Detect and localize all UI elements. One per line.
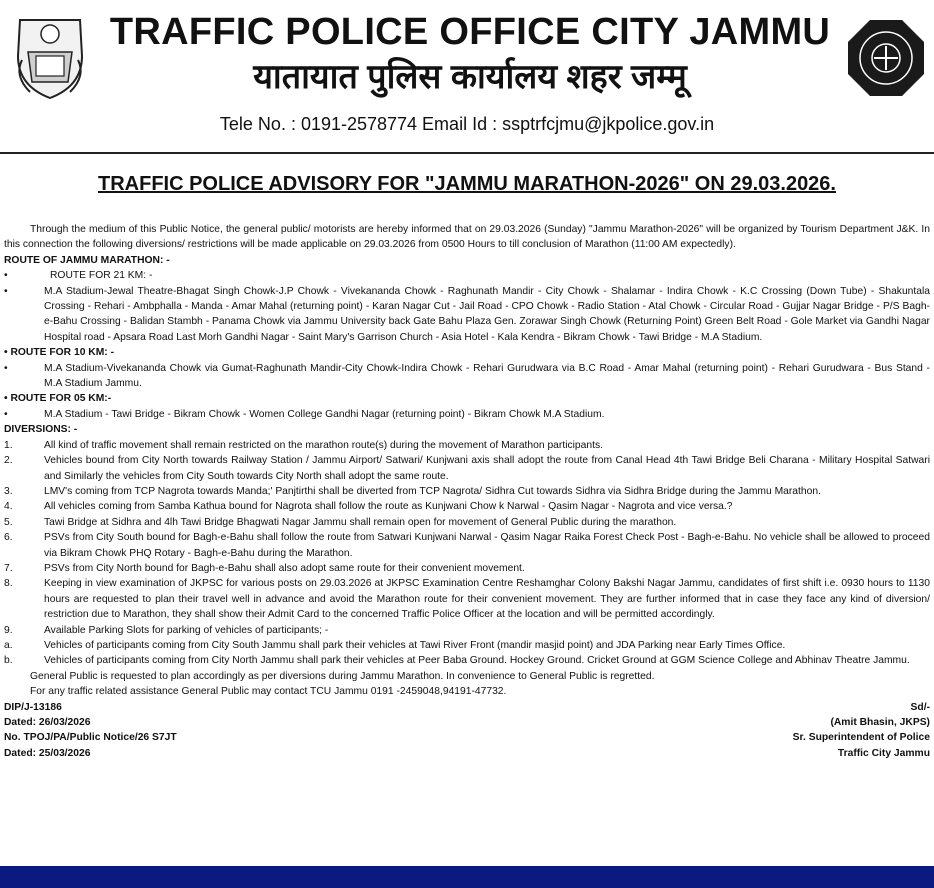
route-05-label: • ROUTE FOR 05 KM:-: [4, 393, 112, 405]
item-text: PSVs from City North bound for Bagh-e-Bahu shall also adopt same route for their convenient movement.: [44, 562, 525, 574]
item-text: Vehicles of participants coming from City South Jammu shall park their vehicles at Tawi River Front (mandir masjid point) and JDA Parking near Early Times Office.: [44, 639, 786, 651]
item-text: Keeping in view examination of JKPSC for various posts on 29.03.2026 at JKPSC Examination Centre Reshamghar Colony Bakshi Nagar Jammu, candidates of first shift i.e. 0930 hours to 1130 hours are requested to plan their travel well in advance and avoid the Marathon route for their convenient movement. They are further informed that in case they face any kind of diversion/ restriction due to Marathon, they shall show their Admit Card to the concerned Traffic Police Officer at the location and will be permitted accordingly.: [44, 578, 930, 621]
item-text: Tawi Bridge at Sidhra and 4lh Tawi Bridge Bhagwati Nagar Jammu shall remain open for movement of General Public during the marathon.: [44, 516, 677, 528]
intro-paragraph: Through the medium of this Public Notice, the general public/ motorists are hereby informed that on 29.03.2026 (Sunday) "Jammu Marathon-2026" will be organized by Tourism Department J&K. In this connection the following diversions/ restrictions will be made applicable on 29.03.2026 from 0500 Hours to till conclusion of Marathon (11:00 AM expectedly).: [4, 224, 930, 251]
diversion-item: [4, 530, 930, 561]
contact-line: Tele No. : 0191-2578774 Email Id : ssptrfcjmu@jkpolice.gov.in: [219, 114, 715, 134]
route-10-text: M.A Stadium-Vivekananda Chowk via Gumat-Raghunath Mandir-City Chowk-Indira Chowk - Rehari Gurudwara via B.C Road - Amar Mahal (returning point) - Rehari Gurudwara - Bus Stand - M.A Stadium Jammu.: [44, 362, 930, 390]
officer-office: Traffic City Jammu: [837, 747, 930, 759]
dip-number: DIP/J-13186: [4, 701, 62, 713]
advisory-heading: TRAFFIC POLICE ADVISORY FOR "JAMMU MARATHON-2026" ON 29.03.2026.: [98, 173, 836, 195]
signature-row: [4, 730, 930, 745]
parking-item: [4, 653, 930, 668]
item-text: PSVs from City South bound for Bagh-e-Bahu shall follow the route from Satwari Kunjwani Narwal - Qasim Nagar Raika Forest Check Post - Bagh-e-Bahu. No vehicle shall be allowed to proceed via Bikram Chowk PHQ Rotary - Bagh-e-Bahu during the Marathon.: [44, 532, 930, 559]
signed-mark: Sd/-: [910, 701, 930, 713]
item-number: 6.: [4, 532, 13, 544]
item-number: 3.: [4, 485, 13, 497]
reference-number: No. TPOJ/PA/Public Notice/26 S7JT: [4, 732, 177, 744]
diversion-item: [4, 515, 930, 530]
item-number: 9.: [4, 624, 13, 636]
item-text: Vehicles bound from City North towards Railway Station / Jammu Airport/ Satwari/ Kunjwani axis shall adopt the route from Canal Head 4th Tawi Bridge Beli Charana - Military Hospital Satwari and Similarly the vehicles from City South towards City North shall adopt the same route.: [44, 455, 930, 482]
signature-row: [4, 715, 930, 730]
signature-row: [4, 700, 930, 715]
item-number: 7.: [4, 562, 13, 574]
route-05-row: [4, 407, 930, 422]
signature-row: [4, 746, 930, 761]
diversion-item: [4, 561, 930, 576]
officer-name: (Amit Bhasin, JKPS): [830, 717, 930, 728]
item-text: LMV's coming from TCP Nagrota towards Manda;' Panjtirthi shall be diverted from TCP Nagrota/ Sidhra Cut towards Sidhra via Sidhra Bridge during the Jammu Marathon.: [44, 485, 821, 497]
route-21-row: [4, 284, 930, 346]
route-10-row: [4, 361, 930, 392]
item-number: 8.: [4, 578, 13, 590]
bullet: •: [4, 270, 8, 282]
diversion-item: [4, 499, 930, 514]
header-divider: [0, 152, 934, 154]
diversions-heading: DIVERSIONS: -: [4, 424, 78, 436]
advisory-body: [4, 222, 930, 761]
item-text: Available Parking Slots for parking of vehicles of participants; -: [44, 624, 329, 636]
diversion-item: [4, 623, 930, 638]
item-text: All vehicles coming from Samba Kathua bound for Nagrota shall follow the route as Kunjwani Chow k Narwal - Qasim Nagar - Nagrota and vice versa.?: [44, 501, 733, 513]
item-number: 4.: [4, 501, 13, 513]
route-21-text: M.A Stadium-Jewal Theatre-Bhagat Singh Chowk-J.P Chowk - Vivekananda Chowk - Raghunath Mandir - City Chowk - Shalamar - Indira Chowk - K.C Crossing (Down Tube) - Shakuntala Crossing - Rehari - Ambphalla - Manda - Amar Mahal (returning point) - Karan Nagar Cut - Jail Road - CPO Chowk - Radio Station - Atal Chowk - Circular Road - Gujjar Nagar Bridge - P/S Bagh-e-Bahu Crossing - Balidan Stambh - Panama Chowk via Jammu University back Gate Bahu Plaza Gen. Zorawar Singh Chowk (Returning Point) Green Belt Road - Gole Market via Gandhi Nagar Hospital road - Apsara Road Last Morh Gandhi Nagar - Saint Mary's Garrison Church - Asia Hotel - Kala Kendra - Bikram Chowk - Tawi Bridge - M.A Stadium.: [44, 285, 930, 343]
diversion-item: [4, 438, 930, 453]
item-number: a.: [4, 639, 13, 651]
traffic-police-badge-icon: [846, 18, 926, 98]
item-text: Vehicles of participants coming from City North Jammu shall park their vehicles at Peer Baba Ground. Hockey Ground. Cricket Ground at GGM Science College and Abhinav Theatre Jammu.: [44, 655, 910, 667]
item-number: 1.: [4, 439, 13, 451]
helpline-note: For any traffic related assistance General Public may contact TCU Jammu 0191 -2459048,94191-47732.: [30, 686, 507, 698]
footer-gap: [0, 858, 934, 866]
route-05-text: M.A Stadium - Tawi Bridge - Bikram Chowk - Women College Gandhi Nagar (returning point) - Bikram Chowk M.A Stadium.: [44, 408, 605, 420]
officer-designation: Sr. Superintendent of Police: [792, 732, 930, 744]
item-number: 2.: [4, 455, 13, 467]
route-heading: ROUTE OF JAMMU MARATHON: -: [4, 254, 170, 266]
item-number: b.: [4, 655, 13, 667]
jk-police-emblem-icon: [8, 12, 92, 102]
closing-note: General Public is requested to plan accordingly as per diversions during Jammu Marathon. In convenience to General Public is regretted.: [30, 670, 655, 682]
dated-ref: Dated: 25/03/2026: [4, 747, 91, 759]
bullet: •: [4, 285, 8, 297]
diversion-item: [4, 453, 930, 484]
footer-band: [0, 866, 934, 888]
bullet: •: [4, 408, 8, 420]
route-21-label: ROUTE FOR 21 KM: -: [50, 270, 153, 282]
bullet: •: [4, 362, 8, 374]
diversion-item: [4, 484, 930, 499]
parking-item: [4, 638, 930, 653]
item-text: All kind of traffic movement shall remain restricted on the marathon route(s) during the movement of Marathon participants.: [44, 439, 603, 451]
office-title-hindi: यातायात पुलिस कार्यालय शहर जम्मू: [253, 58, 687, 96]
item-number: 5.: [4, 516, 13, 528]
route-10-label: • ROUTE FOR 10 KM: -: [4, 347, 115, 359]
route-21-label-row: [4, 268, 930, 283]
office-title-english: TRAFFIC POLICE OFFICE CITY JAMMU: [109, 11, 831, 53]
cropped-header-strip: [0, 0, 934, 6]
dated-dip: Dated: 26/03/2026: [4, 717, 91, 728]
diversion-item: [4, 576, 930, 622]
